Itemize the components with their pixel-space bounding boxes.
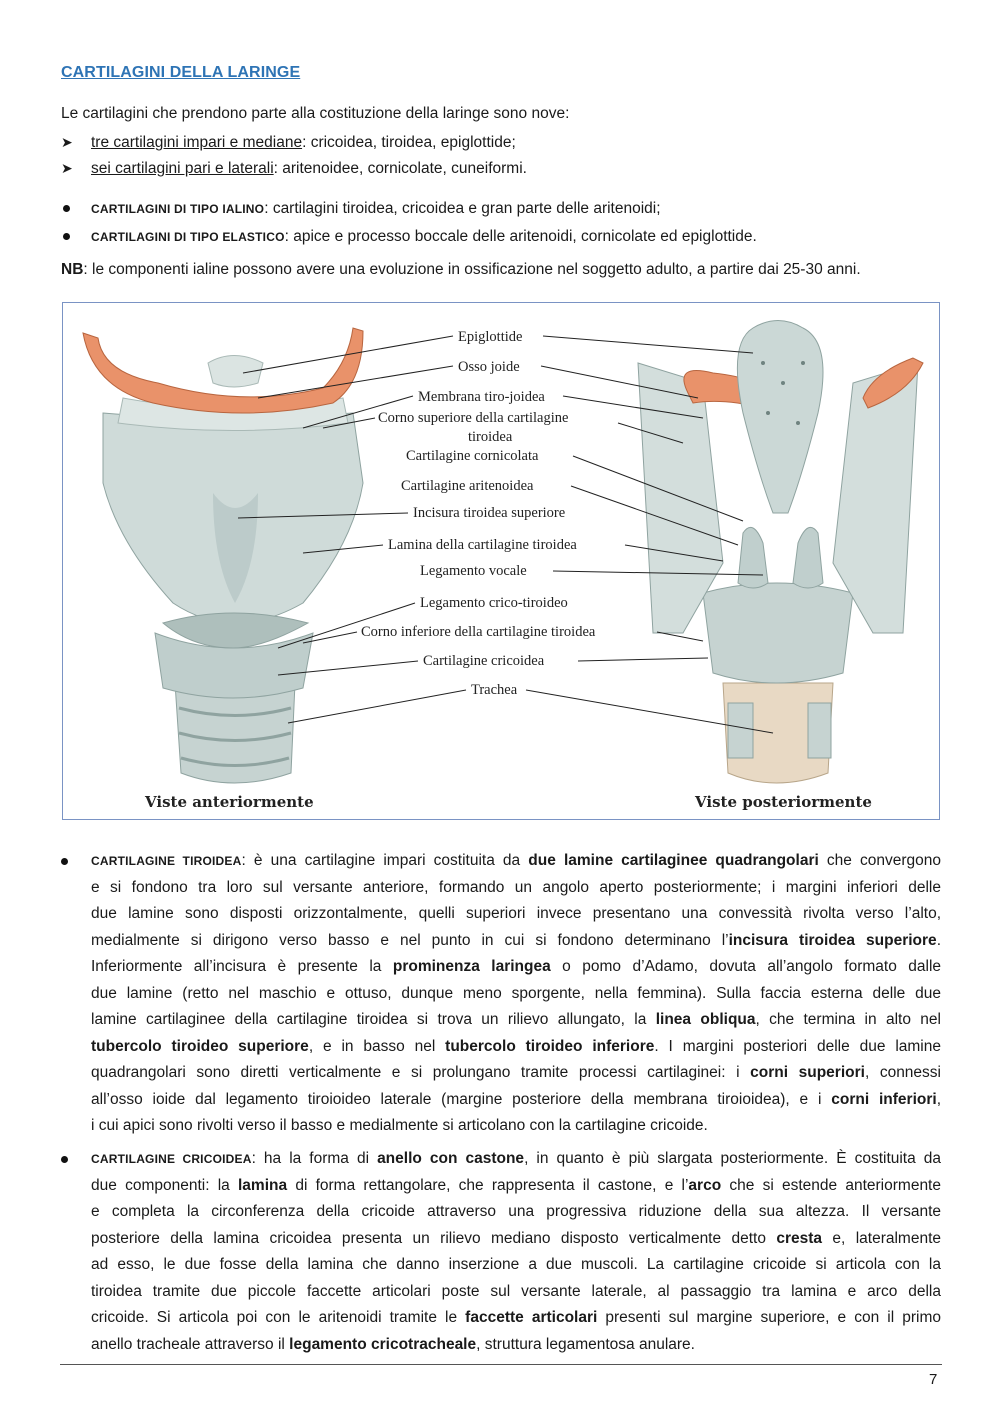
paragraph-line [91, 1305, 941, 1332]
paragraph-line [91, 1173, 941, 1200]
bullet-dot-icon [61, 227, 91, 247]
label-cartilagine-cricoidea: Cartilagine cricoidea [423, 653, 545, 669]
label-cartilagine-cornicolata: Cartilagine cornicolata [406, 448, 539, 464]
posterior-view [638, 321, 923, 784]
paragraph-line [91, 1087, 941, 1114]
text-run: . I margini posteriori delle due lamine [654, 1037, 941, 1055]
nb-note: NB: le componenti ialine possono avere una evoluzione in ossificazione nel soggetto adulto, a partire dai 25-30 anni. [61, 261, 861, 278]
text-run: presenti sul margine superiore, e con il primo [597, 1309, 942, 1326]
paragraph-line [91, 875, 941, 902]
paragraph-label: CARTILAGINE TIROIDEA [91, 854, 242, 868]
paragraph-line [91, 848, 941, 875]
text-run: : ha la forma di [251, 1150, 378, 1167]
label-corno-inferiore: Corno inferiore della cartilagine tiroidea [361, 624, 596, 640]
bold-term: due lamine cartilaginee quadrangolari [528, 852, 819, 869]
bold-term: tubercolo tiroideo inferiore [445, 1037, 655, 1055]
text-run: Inferiormente all’incisura è presente la [91, 958, 393, 975]
bold-term: corni superiori [750, 1064, 865, 1081]
bold-term: arco [688, 1176, 722, 1194]
text-run: due componenti: la [91, 1176, 238, 1194]
text-run: quadrangolari sono diretti verticalmente e si prolungano tramite processi cartilaginei: i [91, 1064, 751, 1081]
paragraph-line [91, 1252, 941, 1279]
label-incisura-tiroidea: Incisura tiroidea superiore [413, 505, 566, 521]
label-corno-superiore-2: tiroidea [468, 429, 513, 445]
text-run: tiroidea tramite due piccole faccette articolari poste sul versante laterale, al passaggio tra lamina e arco della [91, 1282, 941, 1300]
paragraph-line [91, 954, 941, 981]
label-epiglottide: Epiglottide [458, 329, 523, 345]
larynx-figure [62, 302, 940, 820]
paragraph-line [91, 1226, 941, 1253]
anterior-view [83, 328, 363, 783]
text-run: ad esso, le due fosse della lamina che danno inserzione a due muscoli. La cartilagine cricoide si articola con la [91, 1256, 941, 1273]
larynx-illustration [63, 303, 938, 818]
text-run: i cui apici sono rivolti verso il basso e medialmente si articolano con la cartilagine cricoide. [91, 1117, 708, 1134]
label-legamento-vocale: Legamento vocale [420, 563, 527, 579]
label-osso-joide: Osso joide [458, 359, 520, 375]
text-run: : è una cartilagine impari costituita da [241, 852, 529, 869]
paragraph-line [91, 981, 941, 1008]
page-number: 7 [929, 1371, 938, 1388]
arrow-list-item: ➤ sei cartilagini pari e laterali: aritenoidee, cornicolate, cuneiformi. [61, 160, 527, 177]
paragraph-label: CARTILAGINE CRICOIDEA [91, 1152, 252, 1166]
paragraph-line [91, 1199, 941, 1226]
arrow-bullet-icon: ➤ [61, 134, 73, 150]
bold-term: cresta [776, 1229, 823, 1247]
caption-anterior: Viste anteriormente [145, 793, 314, 811]
text-run: cricoide. Si articola poi con le aritenoidi tramite le [91, 1309, 466, 1326]
text-run: medialmente si dirigono verso basso e nel punto in cui si fondono determinano l’ [91, 931, 729, 949]
text-run: . [936, 931, 941, 949]
text-run: e completa la circonferenza della cricoide attraverso una progressiva riduzione della sua altezza. Il versante [91, 1203, 941, 1220]
label-cartilagine-aritenoidea: Cartilagine aritenoidea [401, 478, 534, 494]
intro-text: Le cartilagini che prendono parte alla costituzione della laringe sono nove: [61, 105, 570, 122]
text-run: che convergono [818, 852, 941, 869]
paragraph-line [91, 1007, 941, 1034]
label-corno-superiore: Corno superiore della cartilagine [378, 410, 569, 426]
text-run: posteriore della lamina cricoidea presenta un rilievo mediano disposto verticalmente detto [91, 1229, 777, 1247]
text-run: anello tracheale attraverso il [91, 1335, 290, 1353]
bold-term: corni inferiori [831, 1090, 937, 1108]
paragraph-line [91, 1060, 941, 1087]
bold-term: lamina [238, 1176, 288, 1194]
paragraph-line [91, 928, 941, 955]
section-title: CARTILAGINI DELLA LARINGE [61, 64, 301, 81]
text-run: lamine cartilaginee della cartilagine tiroidea si trova un rilievo allungato, la [91, 1011, 656, 1028]
bullet-dot-icon [61, 1156, 68, 1163]
text-run: , struttura legamentosa anulare. [476, 1335, 695, 1353]
label-trachea: Trachea [471, 682, 518, 698]
paragraph-line [91, 1113, 941, 1140]
paragraph-line [91, 901, 941, 928]
bold-term: faccette articolari [465, 1309, 598, 1326]
footer-rule [60, 1364, 942, 1365]
arrow-list-item: ➤ tre cartilagini impari e mediane: cricoidea, tiroidea, epiglottide; [61, 134, 516, 151]
bold-term: linea obliqua [655, 1011, 756, 1028]
text-run: all’osso ioide dal legamento tiroioideo laterale (margine posteriore della membrana tiroioidea), e i [91, 1090, 832, 1108]
bold-term: tubercolo tiroideo superiore [91, 1037, 309, 1055]
paragraph-line [91, 1146, 941, 1173]
text-run: , che termina in alto nel [755, 1011, 941, 1028]
bullet-dot-icon [61, 858, 68, 865]
paragraph-cartilagine-cricoidea [91, 1146, 941, 1358]
bold-term: prominenza laringea [392, 958, 551, 975]
text-run: o pomo d’Adamo, dovuta all’angolo formato dalle [550, 958, 942, 975]
text-run: , in quanto è più slargata posteriormente. È costituita da [524, 1150, 942, 1167]
caption-posterior: Viste posteriormente [695, 793, 872, 811]
paragraph-line [91, 1279, 941, 1306]
text-run: e si fondono tra loro sul versante anteriore, formando un angolo aperto posteriormente; i margini inferiori delle [91, 878, 941, 896]
bold-term: anello con castone [377, 1150, 525, 1167]
label-legamento-crico-tiroideo: Legamento crico-tiroideo [420, 595, 568, 611]
text-run: due lamine sono disposti orizzontalmente, quelli superiori invece presentano una convessità rivolta verso l’alto, [91, 905, 941, 922]
bold-term: incisura tiroidea superiore [728, 931, 937, 949]
bold-term: legamento cricotracheale [289, 1335, 477, 1353]
label-lamina-tiroidea: Lamina della cartilagine tiroidea [388, 537, 577, 553]
bullet-item: CARTILAGINI DI TIPO ELASTICO: apice e processo boccale delle aritenoidi, cornicolate ed epiglottide. [61, 227, 757, 247]
text-run: due lamine (retto nel maschio e ottuso, dunque meno sporgente, nella femmina). Sulla faccia esterna delle due [91, 984, 941, 1002]
bullet-dot-icon [61, 199, 91, 219]
text-run: , connessi [864, 1064, 941, 1081]
text-run: , [936, 1090, 941, 1108]
bullet-item: CARTILAGINI DI TIPO IALINO: cartilagini tiroidea, cricoidea e gran parte delle aritenoidi; [61, 199, 661, 219]
label-membrana-tiro-joidea: Membrana tiro-joidea [418, 389, 545, 405]
paragraph-cartilagine-tiroidea [91, 848, 941, 1140]
text-run: che si estende anteriormente [721, 1176, 941, 1194]
paragraph-line [91, 1034, 941, 1061]
text-run: e, lateralmente [822, 1229, 941, 1247]
text-run: di forma rettangolare, che rappresenta il castone, e l’ [287, 1176, 689, 1194]
paragraph-line [91, 1332, 941, 1359]
text-run: , e in basso nel [308, 1037, 446, 1055]
arrow-bullet-icon: ➤ [61, 160, 73, 176]
